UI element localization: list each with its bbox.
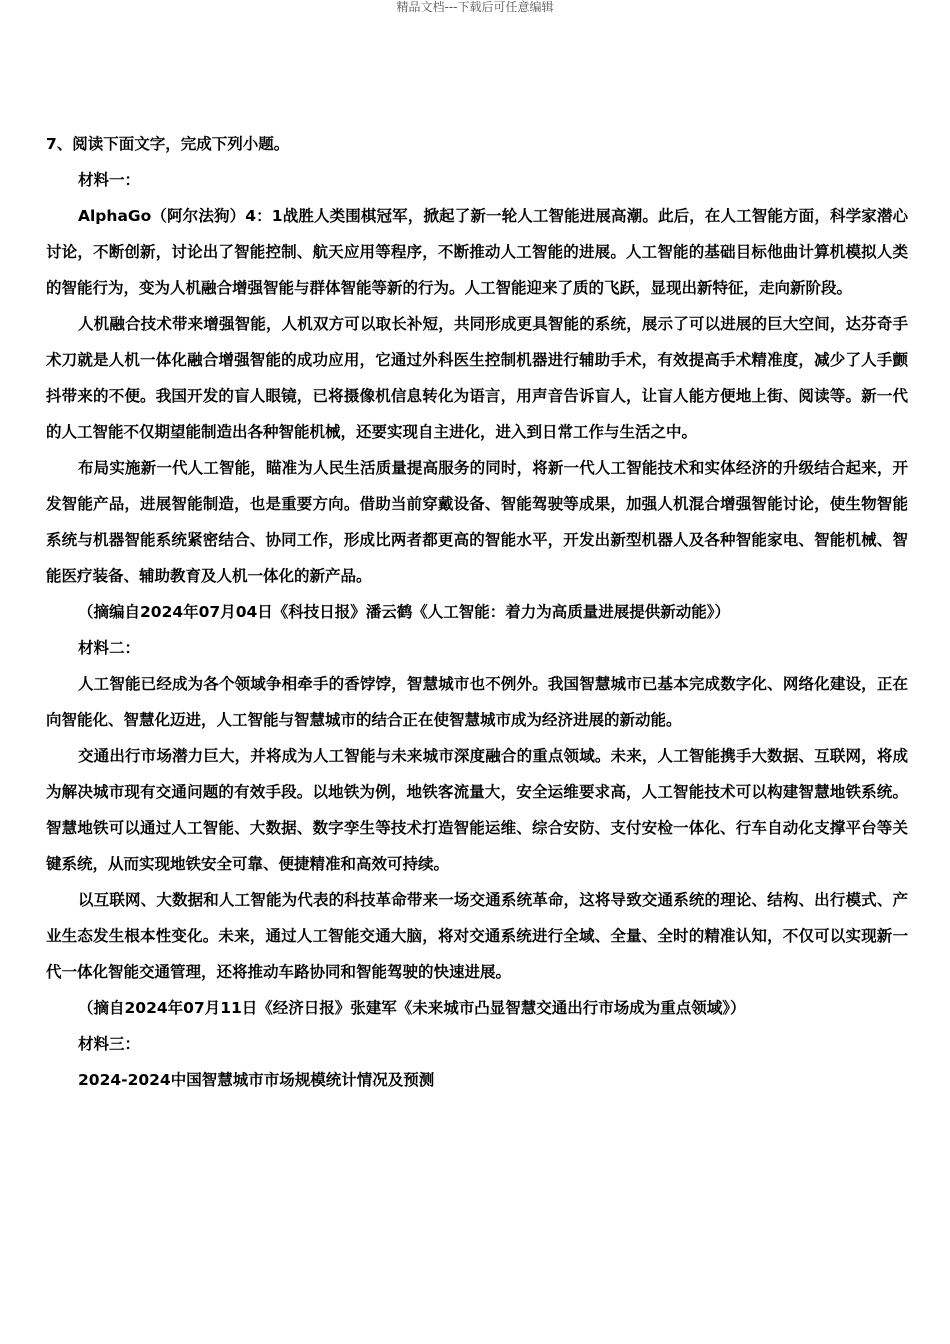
- question-content: [46, 126, 908, 1098]
- material1-source: （摘编自2024年07月04日《科技日报》潘云鹤《人工智能：着力为高质量进展提供新动能》）: [78, 603, 731, 621]
- material3-chart-title: 2024-2024中国智慧城市市场规模统计情况及预测: [78, 1071, 435, 1089]
- material1-paragraph-2: 人机融合技术带来增强智能，人机双方可以取长补短，共同形成更具智能的系统，展示了可以进展的巨大空间，达芬奇手术刀就是人机一体化融合增强智能的成功应用，它通过外科医生控制机器进行辅助手术，有效提高手术精准度，减少了人手颤抖带来的不便。我国开发的盲人眼镜，已将摄像机信息转化为语言，用声音告诉盲人，让盲人能方便地上街、阅读等。新一代的人工智能不仅期望能制造出各种智能机械，还要实现自主进化，进入到日常工作与生活之中。: [46, 315, 908, 441]
- page-header: 精品文档---下载后可任意编辑: [396, 0, 554, 14]
- material2-source: （摘自2024年07月11日《经济日报》张建军《未来城市凸显智慧交通出行市场成为重点领域》）: [78, 999, 746, 1017]
- material2-label: 材料二：: [78, 639, 141, 657]
- material2-paragraph-2: 交通出行市场潜力巨大，并将成为人工智能与未来城市深度融合的重点领域。未来，人工智能携手大数据、互联网，将成为解决城市现有交通问题的有效手段。以地铁为例，地铁客流量大，安全运维要求高，人工智能技术可以构建智慧地铁系统。智慧地铁可以通过人工智能、大数据、数字孪生等技术打造智能运维、综合安防、支付安检一体化、行车自动化支撑平台等关键系统，从而实现地铁安全可靠、便捷精准和高效可持续。: [46, 747, 908, 873]
- material1-paragraph-3: 布局实施新一代人工智能，瞄准为人民生活质量提高服务的同时，将新一代人工智能技术和实体经济的升级结合起来，开发智能产品，进展智能制造，也是重要方向。借助当前穿戴设备、智能驾驶等成果，加强人机混合增强智能讨论，使生物智能系统与机器智能系统紧密结合、协同工作，形成比两者都更高的智能水平，开发出新型机器人及各种智能家电、智能机械、智能医疗装备、辅助教育及人机一体化的新产品。: [46, 459, 908, 585]
- material1-label: 材料一：: [78, 171, 141, 189]
- material1-paragraph-1: AlphaGo（阿尔法狗）4：1战胜人类围棋冠军，掀起了新一轮人工智能进展高潮。此后，在人工智能方面，科学家潜心讨论，不断创新，讨论出了智能控制、航天应用等程序，不断推动人工智能的进展。人工智能的基础目标他曲计算机模拟人类的智能行为，变为人机融合增强智能与群体智能等新的行为。人工智能迎来了质的飞跃，显现出新特征，走向新阶段。: [46, 207, 908, 297]
- material3-label: 材料三：: [78, 1035, 141, 1053]
- material2-paragraph-1: 人工智能已经成为各个领域争相牵手的香饽饽，智慧城市也不例外。我国智慧城市已基本完成数字化、网络化建设，正在向智能化、智慧化迈进，人工智能与智慧城市的结合正在使智慧城市成为经济进展的新动能。: [46, 675, 908, 729]
- material2-paragraph-3: 以互联网、大数据和人工智能为代表的科技革命带来一场交通系统革命，这将导致交通系统的理论、结构、出行模式、产业生态发生根本性变化。未来，通过人工智能交通大脑，将对交通系统进行全域、全量、全时的精准认知，不仅可以实现新一代一体化智能交通管理，还将推动车路协同和智能驾驶的快速进展。: [46, 891, 908, 981]
- question-title: 7、阅读下面文字，完成下列小题。: [46, 135, 290, 153]
